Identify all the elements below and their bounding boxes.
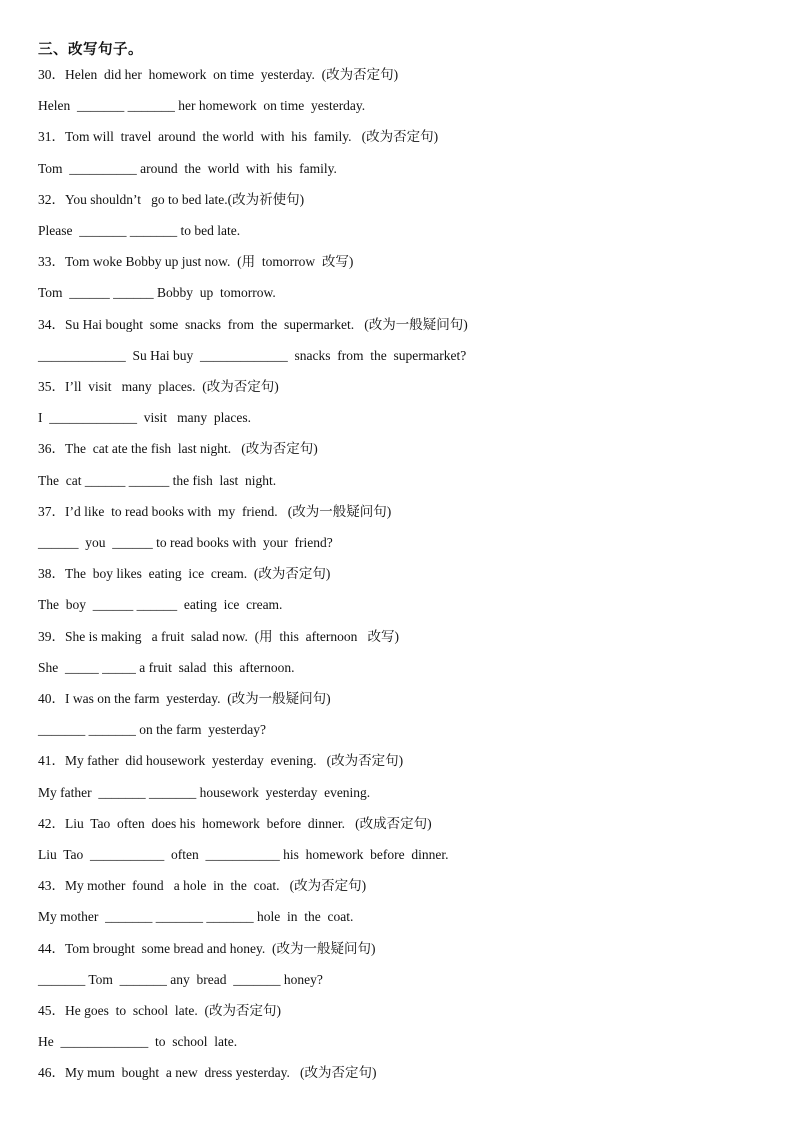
question-30-answer: Helen _______ _______ her homework on time yesterday. bbox=[38, 98, 366, 113]
question-46-prompt: 46．My mum bought a new dress yesterday. (改为否定句) bbox=[38, 1065, 377, 1080]
question-44-answer: _______ Tom _______ any bread _______ honey? bbox=[38, 972, 323, 987]
question-33-answer: Tom ______ ______ Bobby up tomorrow. bbox=[38, 285, 276, 300]
question-31-answer: Tom __________ around the world with his family. bbox=[38, 161, 337, 176]
question-45-answer: He _____________ to school late. bbox=[38, 1034, 238, 1049]
question-40-answer: _______ _______ on the farm yesterday? bbox=[38, 722, 266, 737]
question-32-answer: Please _______ _______ to bed late. bbox=[38, 223, 241, 238]
question-43-prompt: 43．My mother found a hole in the coat. (改为否定句) bbox=[38, 878, 367, 893]
question-32-prompt: 32．You shouldn’t go to bed late.(改为祈使句) bbox=[38, 192, 305, 207]
question-41-prompt: 41．My father did housework yesterday evening. (改为否定句) bbox=[38, 753, 404, 768]
question-33-prompt: 33．Tom woke Bobby up just now. (用 tomorrow 改写) bbox=[38, 254, 354, 269]
question-38-answer: The boy ______ ______ eating ice cream. bbox=[38, 597, 283, 612]
question-41-answer: My father _______ _______ housework yesterday evening. bbox=[38, 785, 371, 800]
question-34-prompt: 34．Su Hai bought some snacks from the supermarket. (改为一般疑问句) bbox=[38, 317, 468, 332]
question-36-prompt: 36．The cat ate the fish last night. (改为否定句) bbox=[38, 441, 318, 456]
question-37-answer: ______ you ______ to read books with your friend? bbox=[38, 535, 333, 550]
question-45-prompt: 45．He goes to school late. (改为否定句) bbox=[38, 1003, 281, 1018]
question-43-answer: My mother _______ _______ _______ hole in the coat. bbox=[38, 909, 354, 924]
question-40-prompt: 40．I was on the farm yesterday. (改为一般疑问句) bbox=[38, 691, 331, 706]
question-37-prompt: 37．I’d like to read books with my friend. (改为一般疑问句) bbox=[38, 504, 392, 519]
section-title: 三、改写句子。 bbox=[38, 42, 143, 58]
question-38-prompt: 38．The boy likes eating ice cream. (改为否定句) bbox=[38, 566, 331, 581]
question-39-answer: She _____ _____ a fruit salad this afternoon. bbox=[38, 660, 295, 675]
question-35-answer: I _____________ visit many places. bbox=[38, 410, 251, 425]
question-30-prompt: 30．Helen did her homework on time yesterday. (改为否定句) bbox=[38, 67, 399, 82]
question-35-prompt: 35．I’ll visit many places. (改为否定句) bbox=[38, 379, 279, 394]
question-44-prompt: 44．Tom brought some bread and honey. (改为一般疑问句) bbox=[38, 941, 376, 956]
question-42-prompt: 42．Liu Tao often does his homework before dinner. (改成否定句) bbox=[38, 816, 432, 831]
question-34-answer: _____________ Su Hai buy _____________ snacks from the supermarket? bbox=[38, 348, 467, 363]
question-36-answer: The cat ______ ______ the fish last night. bbox=[38, 473, 277, 488]
question-39-prompt: 39．She is making a fruit salad now. (用 this afternoon 改写) bbox=[38, 629, 399, 644]
question-42-answer: Liu Tao ___________ often ___________ his homework before dinner. bbox=[38, 847, 449, 862]
question-31-prompt: 31．Tom will travel around the world with his family. (改为否定句) bbox=[38, 129, 439, 144]
